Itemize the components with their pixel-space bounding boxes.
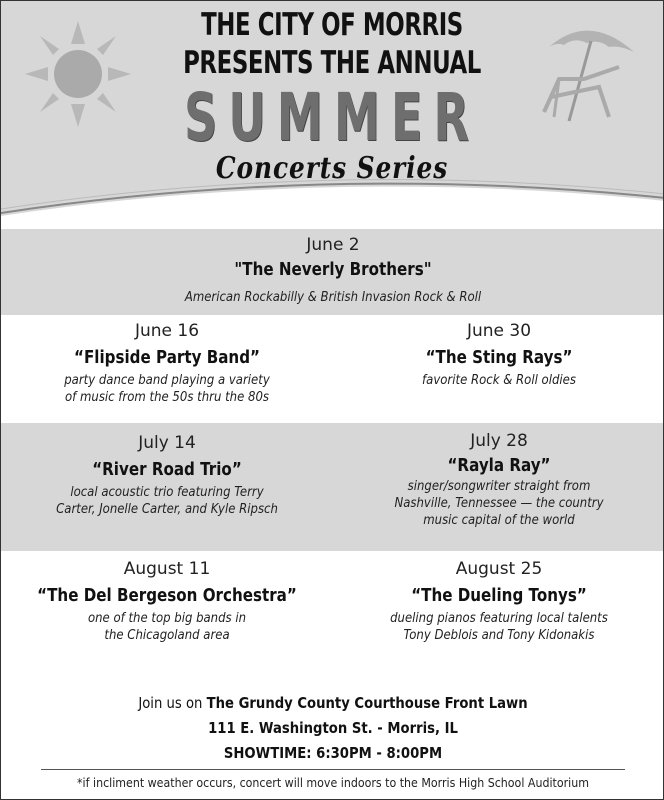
concert-date: June 2 xyxy=(306,235,360,255)
weather-note: *if incliment weather occurs, concert will move indoors to the Morris High School Auditorium xyxy=(77,776,589,790)
concert-desc-line-1: favorite Rock & Roll oldies xyxy=(422,373,576,388)
concert-desc-line-1: dueling pianos featuring local talents xyxy=(390,611,608,626)
concert-august-25 xyxy=(333,559,664,644)
concert-june-16 xyxy=(1,321,333,406)
concert-band-august xyxy=(1,551,664,681)
title-line-1: THE CITY OF MORRIS xyxy=(201,7,463,43)
concert-name: “River Road Trio” xyxy=(92,459,242,480)
title-line-2: PRESENTS THE ANNUAL xyxy=(183,45,481,81)
concert-name: “The Sting Rays” xyxy=(425,347,573,368)
header-wave xyxy=(1,161,663,229)
concert-desc-line-2: of music from the 50s thru the 80s xyxy=(65,390,269,405)
concert-desc: American Rockabilly & British Invasion Rock & Roll xyxy=(184,290,482,305)
concert-name: “The Del Bergeson Orchestra” xyxy=(37,585,297,606)
concert-band-june-2 xyxy=(1,229,664,315)
concert-desc-line-1: singer/songwriter straight from xyxy=(407,479,591,494)
concert-desc-line-2: Nashville, Tennessee — the country xyxy=(394,496,604,511)
join-prefix: Join us on xyxy=(138,694,203,712)
concert-desc-line-1: local acoustic trio featuring Terry xyxy=(70,485,264,500)
concert-date: August 11 xyxy=(123,559,211,579)
concert-date: June 16 xyxy=(134,321,200,341)
concert-desc-line-2: the Chicagoland area xyxy=(104,628,230,643)
concert-june-30 xyxy=(333,321,664,389)
concert-band-june xyxy=(1,315,664,423)
venue-address: 111 E. Washington St. - Morris, IL xyxy=(208,719,458,737)
venue-name: The Grundy County Courthouse Front Lawn xyxy=(206,694,528,712)
flyer-header xyxy=(1,1,663,229)
venue-line xyxy=(41,691,625,716)
concert-date: July 28 xyxy=(470,431,528,451)
concert-name: "The Neverly Brothers" xyxy=(234,259,432,280)
footer-divider xyxy=(41,769,625,770)
concert-date: August 25 xyxy=(455,559,543,579)
concert-date: June 30 xyxy=(466,321,532,341)
showtime: SHOWTIME: 6:30PM - 8:00PM xyxy=(223,744,443,762)
concert-july-14 xyxy=(1,433,333,518)
title-summer: SUMMER xyxy=(183,79,481,156)
concert-name: “The Dueling Tonys” xyxy=(411,585,587,606)
concert-desc-line-1: one of the top big bands in xyxy=(87,611,247,626)
concert-date: July 14 xyxy=(138,433,196,453)
concert-desc-line-2: Tony Deblois and Tony Kidonakis xyxy=(403,628,595,643)
concert-band-july xyxy=(1,423,664,551)
concert-august-11 xyxy=(1,559,333,644)
concert-desc-line-1: party dance band playing a variety xyxy=(64,373,270,388)
concert-desc-line-3: music capital of the world xyxy=(423,513,575,528)
title-concerts-series: Concerts Series xyxy=(215,151,449,186)
event-details xyxy=(1,691,664,766)
concert-july-28 xyxy=(333,431,664,529)
concert-desc-line-2: Carter, Jonelle Carter, and Kyle Ripsch xyxy=(56,502,278,517)
concert-name: “Rayla Ray” xyxy=(447,455,551,476)
concert-name: “Flipside Party Band” xyxy=(74,347,260,368)
